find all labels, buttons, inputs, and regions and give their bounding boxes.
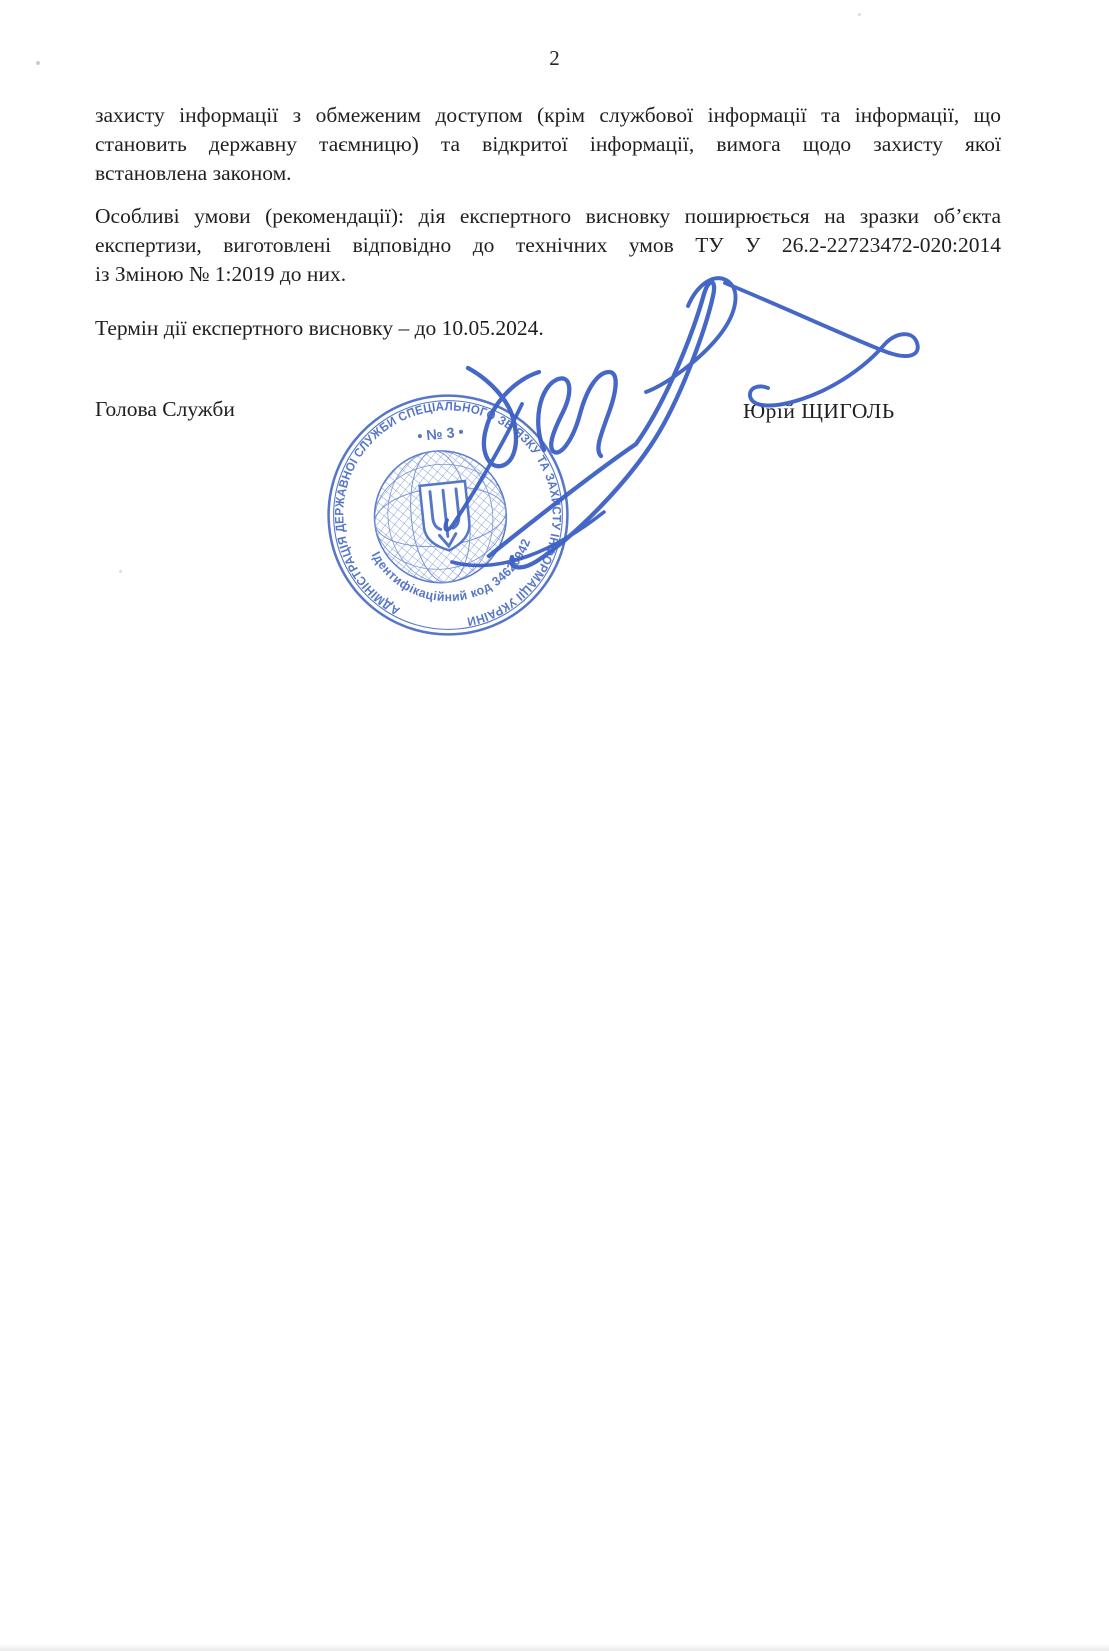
paragraph-line: Особливі умови (рекомендації): дія експертного висновку поширюється на зразки об’єкта: [95, 204, 1001, 228]
validity-term-line: Термін дії експертного висновку – до 10.05.2024.: [95, 316, 544, 340]
scan-speck: [36, 61, 40, 65]
paragraph-special-conditions: [95, 202, 1001, 289]
paragraph-validity-term: [95, 314, 1001, 343]
official-stamp-graphic: [322, 389, 574, 641]
stamp-ring-text: АДМІНІСТРАЦІЯ ДЕРЖАВНОЇ СЛУЖБИ СПЕЦІАЛЬНОГО ЗВ’ЯЗКУ ТА ЗАХИСТУ ІНФОРМАЦІЇ УКРАЇНИ: [332, 399, 564, 629]
paragraph-line: захисту інформації з обмеженим доступом (крім службової інформації та інформації, що: [95, 103, 1001, 127]
signature-stroke: [725, 283, 918, 405]
scan-edge-shadow: [0, 1644, 1109, 1651]
signer-title: Голова Служби: [95, 397, 235, 421]
signer-name: Юрій ЩИГОЛЬ: [743, 399, 895, 423]
paragraph-line: із Зміною № 1:2019 до них.: [95, 262, 347, 286]
paragraph-protection-info: [95, 101, 1001, 188]
paragraph-line: експертизи, виготовлені відповідно до технічних умов ТУ У 26.2-22723472-020:2014: [95, 233, 1001, 257]
scan-speck: [119, 570, 122, 573]
paragraph-line: становить державну таємницю) та відкритої інформації, вимога щодо захисту якої: [95, 132, 1001, 156]
paragraph-line: встановлена законом.: [95, 161, 292, 185]
stamp-inner-text: Ідентифікаційний код 34620942: [368, 536, 534, 605]
page-number: 2: [549, 46, 560, 70]
scan-speck: [858, 13, 861, 16]
official-stamp: [322, 389, 574, 641]
stamp-number: • № 3 •: [416, 424, 465, 446]
